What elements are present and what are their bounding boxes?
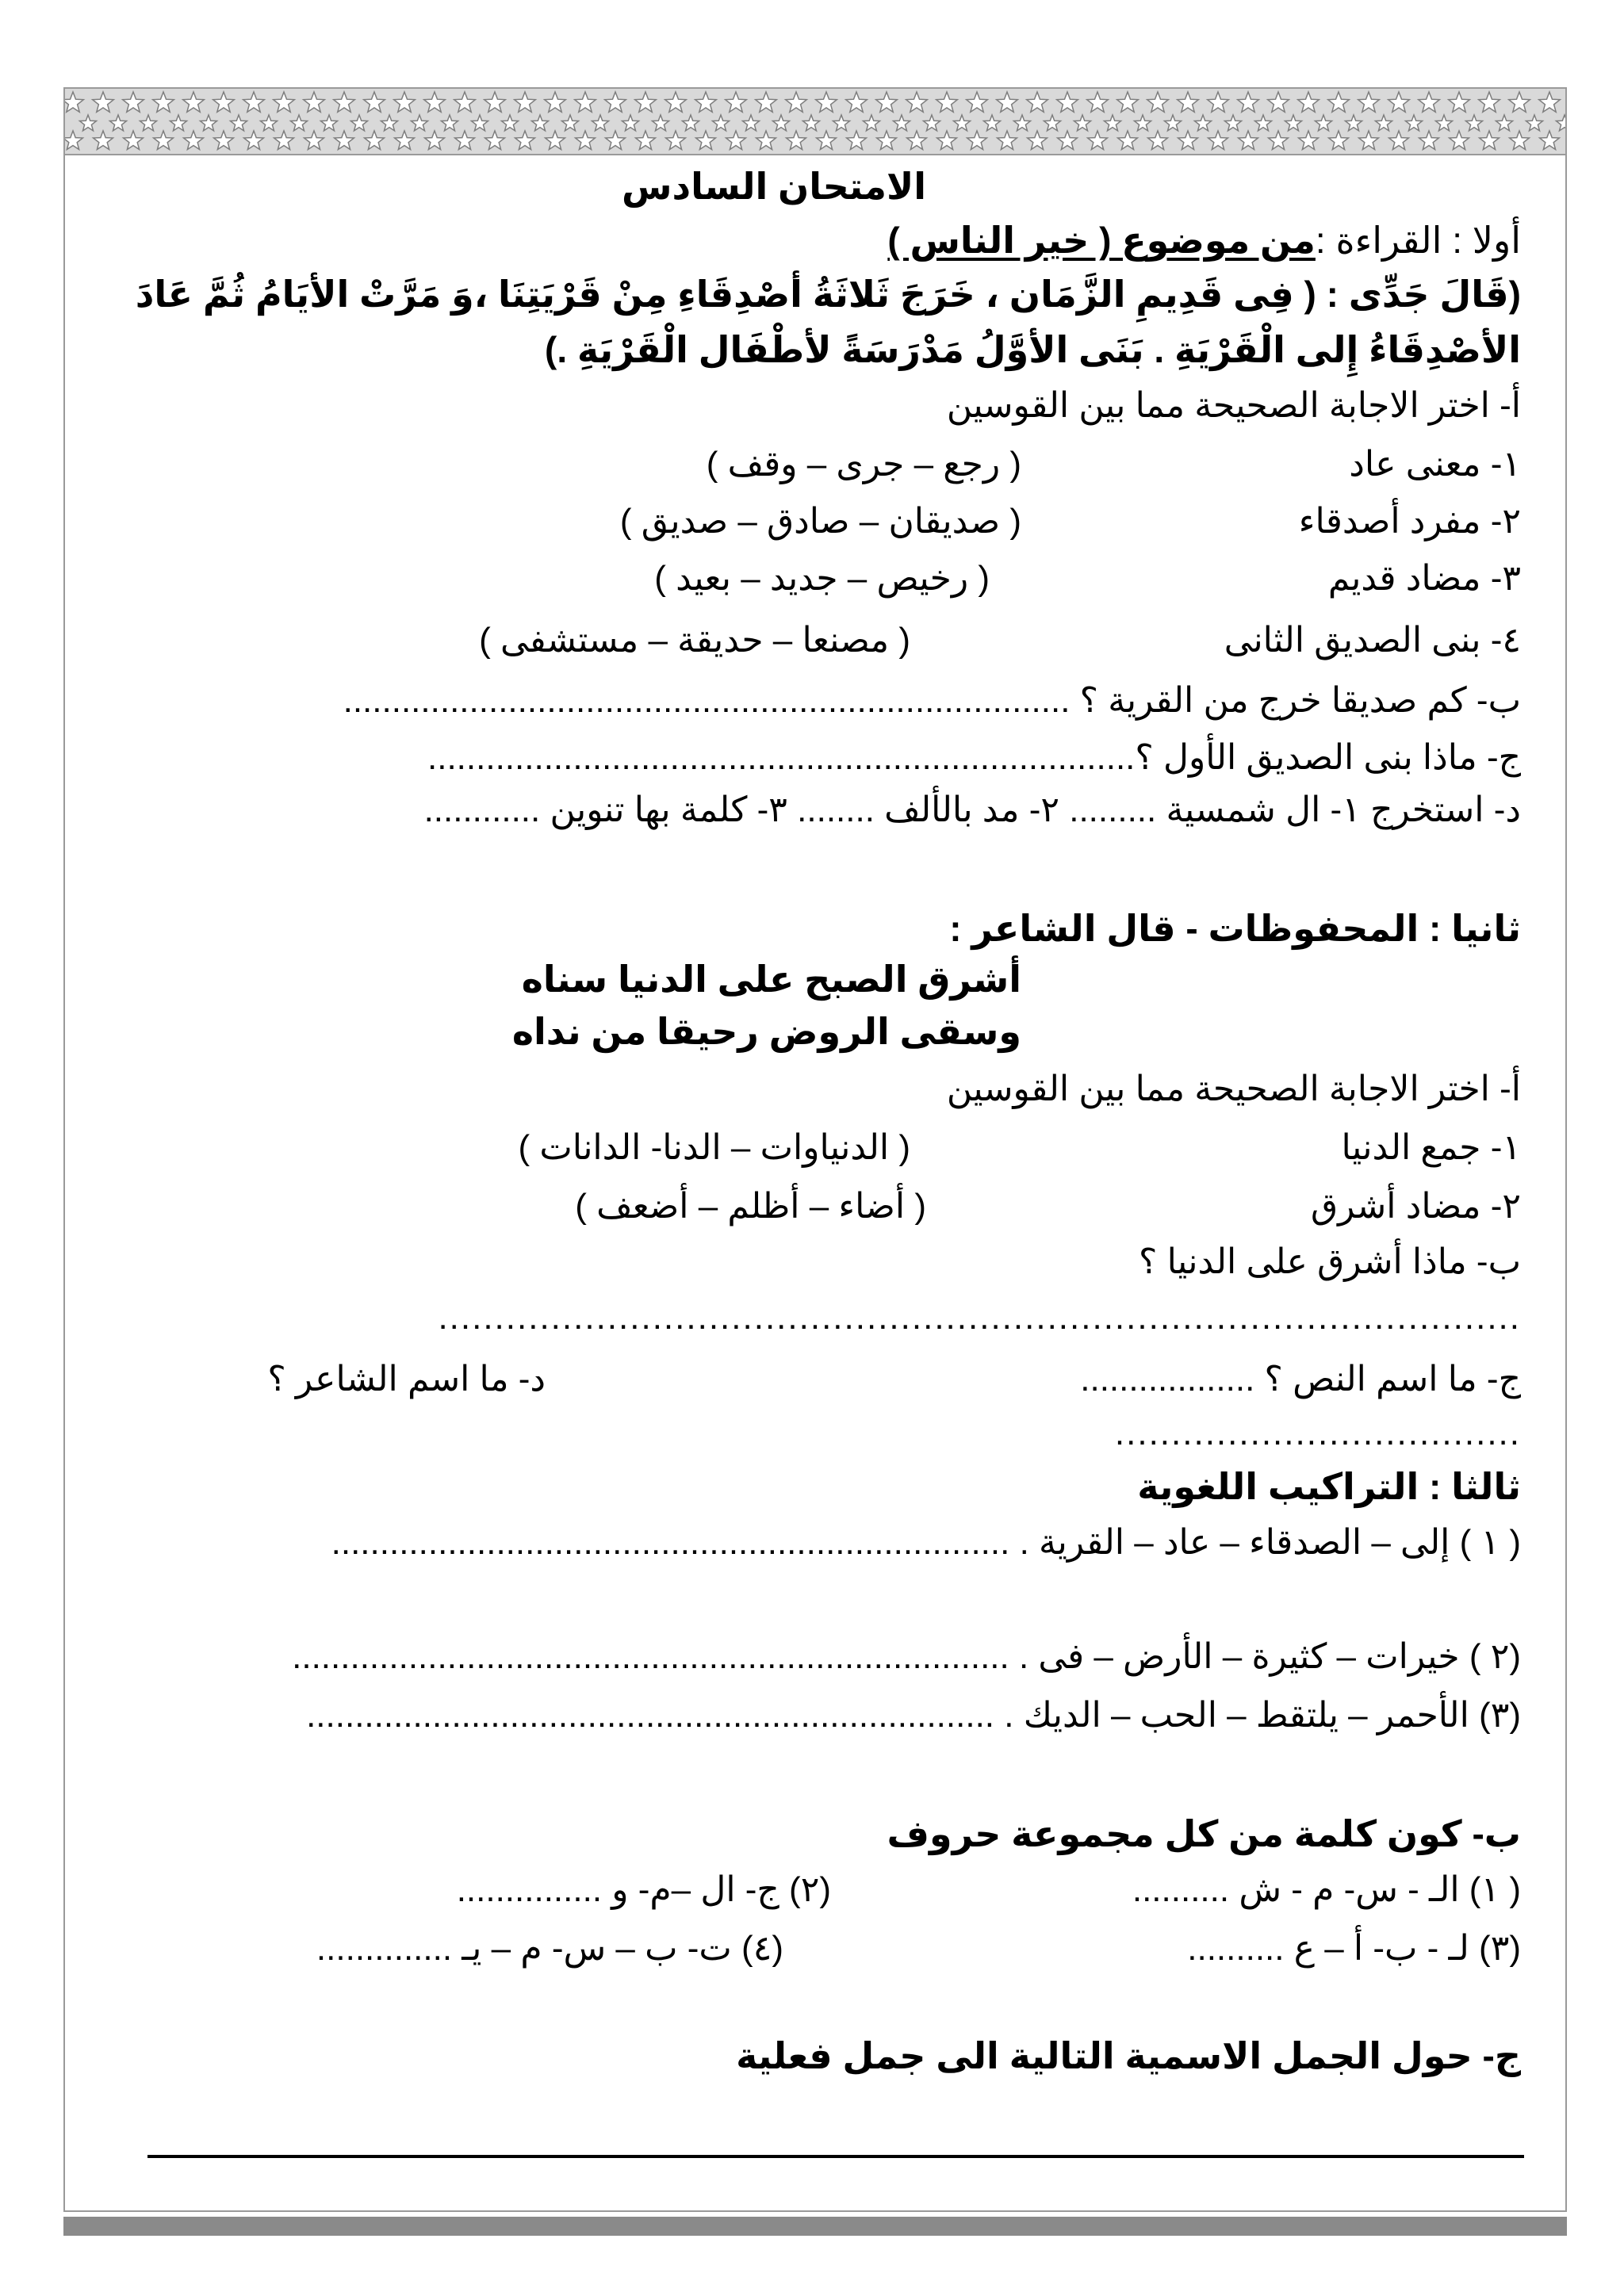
verse-line-2: وسقى الروض رحيقا من نداه <box>511 1011 1021 1052</box>
letters-heading: ب- كون كلمة من كل مجموعة حروف <box>887 1813 1521 1854</box>
reading-heading-prefix: أولا : القراءة : <box>1315 220 1521 261</box>
memorized-heading: ثانيا : المحفوظات - قال الشاعر : <box>949 908 1521 949</box>
memorized-item-1-question: ١- جمع الدنيا <box>1341 1128 1521 1167</box>
reading-item-2-choices: ( صديقان – صادق – صديق ) <box>619 502 1021 541</box>
reading-item-2-question: ٢- مفرد أصدقاء <box>1298 502 1521 541</box>
reading-item-3-question: ٣- مضاد قديم <box>1327 559 1521 598</box>
reading-item-1-question: ١- معنى عاد <box>1349 445 1521 484</box>
letters-item-1: ( ١) الـ - س- م - ش .......... <box>1132 1870 1521 1909</box>
verse-line-1: أشرق الصبح على الدنيا سناه <box>521 959 1021 1000</box>
memorized-item-1-choices: ( الدنياوات – الدنا- الدانات ) <box>518 1128 910 1167</box>
exam-title: الامتحان السادس <box>622 166 926 207</box>
memorized-question-b: ب- ماذا أشرق على الدنيا ؟ <box>1138 1242 1521 1281</box>
memorized-answer-b-line: ................................................................................................ <box>438 1298 1521 1337</box>
reading-question-d: د- استخرج ١- ال شمسية ......... ٢- مد بالألف ........ ٣- كلمة بها تنوين ............ <box>423 790 1521 829</box>
passage-line-1: (قَالَ جَدِّى : ( فِى قَدِيمِ الزَّمَان ، خَرَجَ ثَلاثَةُ أصْدِقَاءِ مِنْ قَرْيَتِنَا ،وَ مَرَّتْ الأيَامُ ثُمَّ عَادَ <box>135 274 1521 315</box>
reading-instruction-a: أ- اختر الاجابة الصحيحة مما بين القوسين <box>946 386 1521 425</box>
passage-line-2: الأصْدِقَاءُ إِلى الْقَرْيَةِ . بَنَى الأوَّلُ مَدْرَسَةً لأطْفَال الْقَرْيَةِ .) <box>545 329 1521 370</box>
memorized-question-c: ج- ما اسم النص ؟ .................. <box>1080 1360 1521 1399</box>
structure-sentence-3: (٣) الأحمر – يلتقط – الحب – الديك . ....................................................................... <box>306 1696 1521 1735</box>
memorized-item-2-choices: ( أضاء – أظلم – أضعف ) <box>575 1187 926 1226</box>
memorized-instruction-a: أ- اختر الاجابة الصحيحة مما بين القوسين <box>946 1070 1521 1108</box>
memorized-answer-d-line: .................................... <box>1114 1414 1521 1452</box>
memorized-item-2-question: ٢- مضاد أشرق <box>1311 1187 1521 1226</box>
reading-topic: من موضوع ( خير الناس ) <box>887 220 1316 261</box>
memorized-question-d: د- ما اسم الشاعر ؟ <box>267 1360 546 1399</box>
structure-sentence-2: (٢ ) خيرات – كثيرة – الأرض – فى . .......................................................................... <box>292 1637 1521 1676</box>
reading-item-4-choices: ( مصنعا – حديقة – مستشفى ) <box>479 621 910 660</box>
structures-heading: ثالثا : التراكيب اللغوية <box>1137 1466 1521 1507</box>
reading-item-4-question: ٤- بنى الصديق الثانى <box>1224 621 1521 660</box>
bottom-rule <box>147 2155 1524 2158</box>
structure-sentence-1: ( ١ ) إلى – الصدقاء – عاد – القرية . ...................................................................... <box>331 1523 1521 1562</box>
reading-item-3-choices: ( رخيص – جديد – بعيد ) <box>654 559 990 598</box>
reading-item-1-choices: ( رجع – جرى – وقف ) <box>706 445 1021 484</box>
reading-question-b: ب- كم صديقا خرج من القرية ؟ ........................................................................... <box>343 681 1521 720</box>
letters-item-2: (٢) ج- ال –م- و ............... <box>456 1870 831 1909</box>
decorative-star-border <box>65 89 1565 155</box>
letters-item-3: (٣) لـ - ب- أ – ع .......... <box>1187 1929 1521 1968</box>
bottom-bar <box>63 2217 1567 2236</box>
letters-item-4: (٤) ت- ب – س- م – يـ .............. <box>316 1929 783 1968</box>
reading-heading <box>887 220 1521 261</box>
reading-question-c: ج- ماذا بنى الصديق الأول ؟......................................................................... <box>427 738 1521 777</box>
convert-sentences-heading: ج- حول الجمل الاسمية التالية الى جمل فعلية <box>736 2035 1521 2076</box>
